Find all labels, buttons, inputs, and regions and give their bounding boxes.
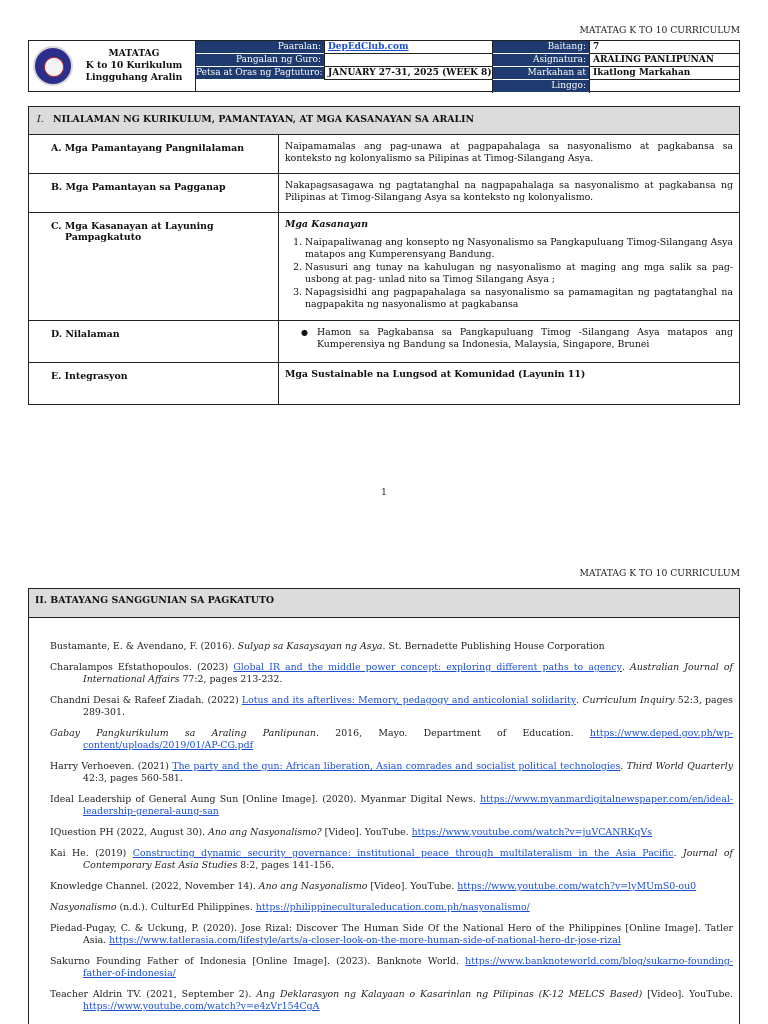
reference-text: Harry Verhoeven. (2021) — [50, 761, 173, 772]
reference-url[interactable]: https://www.myanmardigitalnewspaper.com/en/ideal-leadership-general-aung-san — [83, 794, 733, 817]
reference-text: IQuestion PH (2022, August 30). — [50, 827, 209, 838]
guro-label: Pangalan ng Guro: — [196, 54, 324, 67]
markahan-value: Ikatlong Markahan — [589, 67, 739, 80]
baitang-label: Baitang: — [493, 41, 589, 54]
reference-text: [Video]. YouTube. — [321, 827, 412, 838]
reference-item — [50, 641, 733, 653]
reference-link[interactable]: Lotus and its afterlives: Memory, pedagogy and anticolonial solidarity — [241, 695, 577, 706]
reference-item — [50, 794, 733, 818]
reference-title: Nasyonalismo — [50, 902, 117, 913]
reference-text: 8:2, pages 141-156. — [237, 860, 335, 871]
reference-journal: . Curriculum Inquiry — [576, 695, 675, 706]
row-a-label: A. Mga Pamantayang Pangnilalaman — [29, 135, 279, 174]
reference-url[interactable]: https://www.deped.gov.ph/wp-content/uploads/2019/01/AP-CG.pdf — [83, 728, 733, 751]
reference-text: Kai He. (2019) — [50, 848, 133, 859]
reference-text: [Video]. YouTube. — [642, 989, 733, 1000]
row-b-text: Nakapagsasagawa ng pagtatanghal na nagpapahalaga sa nasyonalismo at pagkabansa ng Pilipinas at Timog-Silangang Asya sa konteksto ng kolonyalismo. — [279, 174, 740, 213]
reference-item — [50, 989, 733, 1013]
reference-url[interactable]: https://www.youtube.com/watch?v=lyMUmS0-ou0 — [457, 881, 697, 892]
reference-title: Ano ang Nasyonalismo — [258, 881, 368, 892]
row-c-label-line-2: Pampagkatuto — [65, 232, 142, 243]
reference-journal: . Third World Quarterly — [620, 761, 734, 772]
curriculum-label: MATATAG K TO 10 CURRICULUM — [579, 25, 740, 36]
content-list — [285, 327, 733, 351]
paaralan-label: Paaralan: — [196, 41, 324, 54]
baitang-value: 7 — [589, 41, 739, 54]
reference-text: Bustamante, E. & Avendano, F. (2016). — [50, 641, 238, 652]
skills-list — [285, 237, 733, 311]
reference-text: Teacher Aldrin TV. (2021, September 2). — [50, 989, 257, 1000]
reference-item — [50, 881, 733, 893]
paaralan-link[interactable]: DepEdClub.com — [328, 42, 409, 52]
reference-title: Gabay Pangkurikulum sa Araling Panlipunan — [50, 728, 316, 739]
reference-title: Sulyap sa Kasaysayan ng Asya — [237, 641, 383, 652]
section-2-heading: II. BATAYANG SANGGUNIAN SA PAGKATUTO — [29, 589, 739, 618]
section-1-title: NILALAMAN NG KURIKULUM, PAMANTAYAN, AT MGA KASANAYAN SA ARALIN — [53, 114, 475, 125]
reference-url[interactable]: https://www.banknoteworld.com/blog/sukarno-founding- father-of-indonesia/ — [83, 956, 733, 979]
row-c-content — [279, 213, 740, 321]
reference-link[interactable]: Global IR and the middle power concept: exploring different paths to agency — [233, 662, 622, 673]
row-a-text: Naipamamalas ang pag-unawa at pagpapahalaga sa nasyonalismo at pagkabansa sa konteksto ng kolonyalismo sa Pilipinas at Timog-Silangang Asya. — [279, 135, 740, 174]
list-item: 1. Naipapaliwanag ang konsepto ng Nasyonalismo sa Pangkapuluang Timog-Silangang Asya matapos ang Kumperensyang Bandung. — [305, 237, 733, 261]
reference-text: 52:3, pages 289-301. — [83, 695, 733, 718]
header-left — [29, 41, 196, 91]
asignatura-value: ARALING PANLIPUNAN — [589, 54, 739, 67]
reference-link[interactable]: The party and the gun: African liberation, Asian comrades and socialist political technologies — [172, 761, 621, 772]
reference-title: Ang Deklarasyon ng Kalayaan o Kasarinlan ng Pilipinas (K-12 MELCS Based) — [256, 989, 643, 1000]
row-e-label: E. Integrasyon — [29, 363, 279, 405]
title-line-3: Lingguhang Aralin — [85, 72, 183, 83]
reference-link[interactable]: Constructing dynamic security governance: institutional peace through multilateralism in the Asia Pacific — [132, 848, 674, 859]
reference-text: Piedad-Pugay, C. & Uckung, P. (2020). Jose Rizal: Discover The Human Side Of the National Hero of the Philippines [Online Image]. Tatler Asia. — [50, 923, 733, 946]
header-grid — [196, 41, 739, 91]
reference-text: Ideal Leadership of General Aung Sun [Online Image]. (2020). Myanmar Digital News. — [50, 794, 481, 805]
header-title — [73, 48, 195, 84]
lesson-header — [28, 40, 740, 92]
petsa-label: Petsa at Oras ng Pagtuturo: — [196, 68, 323, 78]
row-c-subtitle: Mga Kasanayan — [285, 219, 369, 230]
paaralan-value — [324, 41, 492, 54]
row-b-label: B. Mga Pamantayan sa Pagganap — [29, 174, 279, 213]
section-1-number: I. — [37, 114, 44, 125]
deped-seal-icon — [33, 46, 73, 86]
reference-url[interactable]: https://philippineculturaleducation.com.ph/nasyonalismo/ — [255, 902, 530, 913]
reference-item — [50, 923, 733, 947]
reference-url[interactable]: https://www.youtube.com/watch?v=juVCANRKqVs — [411, 827, 653, 838]
reference-item — [50, 761, 733, 785]
reference-item — [50, 848, 733, 872]
list-item: ● Hamon sa Pagkabansa sa Pangkapuluang Timog -Silangang Asya matapos ang Kumperensiya ng Bandung sa Indonesia, Malaysia, Singapore, Brunei — [317, 327, 733, 351]
reference-text: 42:3, pages 560-581. — [83, 773, 183, 784]
reference-item — [50, 695, 733, 719]
reference-item — [50, 662, 733, 686]
curriculum-table — [28, 106, 740, 405]
reference-text: 77:2, pages 213-232. — [179, 674, 283, 685]
reference-url[interactable]: https://www.youtube.com/watch?v=e4zVr154CgA — [83, 1001, 320, 1012]
list-item: 3. Napagsisidhi ang pagpapahalaga sa nasyonalismo sa pamamagitan ng pagtatanghal na nagpapakita ng nasyonalismo at pagkabansa — [305, 287, 733, 311]
page-number: 1 — [381, 488, 387, 498]
reference-text: Chandni Desai & Rafeef Ziadah. (2022) — [50, 695, 242, 706]
reference-item — [50, 956, 733, 980]
row-c-label-line-1: C. Mga Kasanayan at Layuning — [51, 221, 214, 232]
section-1-heading — [29, 107, 740, 135]
reference-text: Knowledge Channel. (2022, November 14). — [50, 881, 259, 892]
guro-value — [324, 54, 492, 67]
list-item: 2. Nasusuri ang tunay na kahulugan ng nasyonalismo at maging ang mga salik sa pag-usbong at pag- unlad nito sa Timog Silangang Asya ; — [305, 262, 733, 286]
reference-url[interactable]: https://www.tatlerasia.com/lifestyle/arts/a-closer-look-on-the-more-human-side-of-national-hero-dr-jose-rizal — [109, 935, 621, 946]
curriculum-label-page-2: MATATAG K TO 10 CURRICULUM — [579, 568, 740, 579]
reference-text: . St. Bernadette Publishing House Corporation — [382, 641, 605, 652]
asignatura-label: Asignatura: — [493, 54, 589, 67]
reference-item — [50, 902, 733, 914]
reference-title: Ano ang Nasyonalismo? — [208, 827, 322, 838]
reference-text: . 2016, Mayo. Department of Education. — [315, 728, 590, 739]
row-d-label: D. Nilalaman — [29, 321, 279, 363]
reference-item — [50, 728, 733, 752]
title-line-1: MATATAG — [108, 48, 160, 59]
reference-item — [50, 827, 733, 839]
reference-text: Sakurno Founding Father of Indonesia [Online Image]. (2023). Banknote World. — [50, 956, 466, 967]
references-section — [28, 588, 740, 1024]
markahan-label-2: Linggo: — [493, 80, 589, 93]
reference-text: [Video]. YouTube. — [367, 881, 458, 892]
reference-list — [29, 618, 739, 1013]
markahan-label: Markahan at — [493, 67, 589, 80]
reference-journal: . Australian Journal of International Affairs — [83, 662, 733, 685]
row-c-label — [29, 213, 279, 321]
petsa-value: JANUARY 27-31, 2025 (WEEK 8) — [324, 67, 492, 80]
title-line-2: K to 10 Kurikulum — [85, 60, 183, 71]
row-d-content — [279, 321, 740, 363]
reference-journal: . Journal of Contemporary East Asia Studies — [83, 848, 733, 871]
row-e-text: Mga Sustainable na Lungsod at Komunidad (Layunin 11) — [279, 363, 740, 405]
reference-text: Charalampos Efstathopoulos. (2023) — [50, 662, 234, 673]
reference-text: (n.d.). CulturEd Philippines. — [116, 902, 256, 913]
